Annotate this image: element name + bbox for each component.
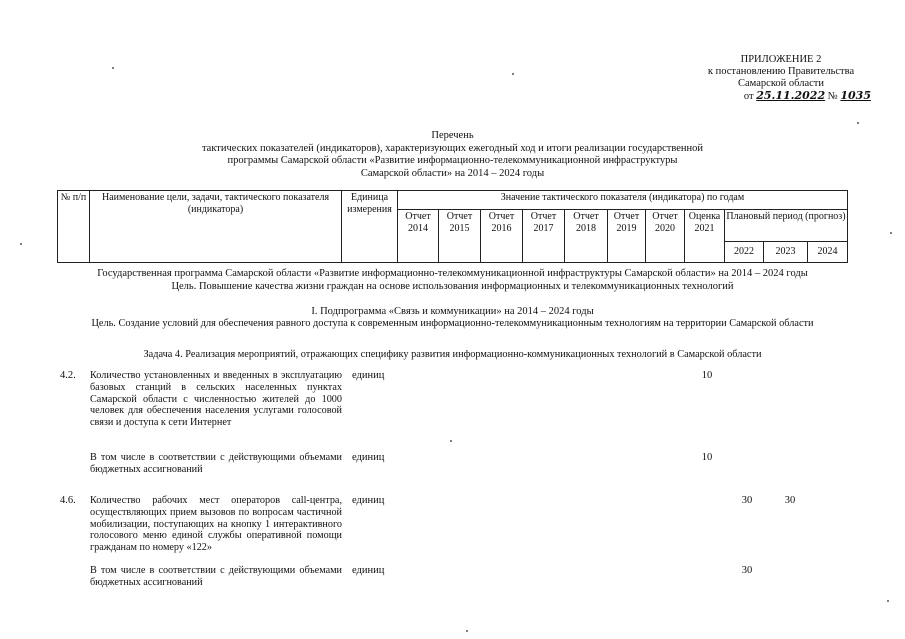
value-2022: 10: [701, 370, 713, 381]
appendix-block: [691, 54, 871, 103]
title-line-1: Перечень: [431, 130, 474, 141]
col-values-header: Значение тактического показателя (индикатора) по годам: [398, 191, 848, 210]
scan-speck: [466, 630, 468, 632]
subprogram-title: I. Подпрограмма «Связь и коммуникации» на 2014 – 2024 годы: [311, 306, 594, 317]
row-description: Количество установленных и введенных в эксплуатацию базовых станций в сельских населенных пунктах Самарской области с численностью жителей до 1000 человек для обеспечения населения услугами голосовой связи и доступа к сети Интернет: [90, 370, 342, 429]
header-table: [57, 190, 848, 263]
scan-speck: [887, 600, 889, 602]
handwritten-number: 1035: [840, 89, 871, 102]
col-num-header: № п/п: [58, 191, 90, 263]
title-line-2: тактических показателей (индикаторов), характеризующих ежегодный ход и итоги реализации государственной: [201, 142, 704, 154]
row-unit: единиц: [352, 452, 385, 463]
program-title: Государственная программа Самарской области «Развитие информационно-телекоммуникационной инфраструктуры Самарской области» на 2014 – 2024 годы: [97, 268, 808, 279]
col-unit-header: Единица измерения: [342, 191, 398, 263]
year-2016-header: Отчет 2016: [481, 210, 523, 263]
subprogram-goal: Цель. Создание условий для обеспечения равного доступа к современным информационно-телекоммуникационным технологиям на территории Самарской области: [91, 318, 814, 329]
col-name-header: Наименование цели, задачи, тактического показателя (индикатора): [90, 191, 342, 263]
number-prefix: №: [827, 91, 838, 102]
date-prefix: от: [743, 91, 754, 102]
appendix-region: Самарской области: [738, 78, 824, 89]
planned-2024-header: 2024: [808, 242, 848, 263]
scan-speck: [450, 440, 452, 442]
year-2020-header: Отчет 2020: [646, 210, 685, 263]
year-2019-header: Отчет 2019: [608, 210, 646, 263]
scan-speck: [112, 67, 114, 69]
year-2015-header: Отчет 2015: [439, 210, 481, 263]
scan-speck: [512, 73, 514, 75]
row-description: Количество рабочих мест операторов call-центра, осуществляющих прием вызовов по вопросам частичной мобилизации, поступающих на кнопку 1 интерактивного голосового меню единой службы оперативной помощи гражданам по номеру «122»: [90, 495, 342, 554]
planned-2023-header: 2023: [764, 242, 808, 263]
document-title: [0, 130, 905, 180]
row-number: 4.6.: [60, 495, 76, 506]
title-line-4: Самарской области» на 2014 – 2024 годы: [360, 167, 545, 179]
scan-speck: [20, 243, 22, 245]
row-description: В том числе в соответствии с действующими объемами бюджетных ассигнований: [90, 565, 342, 588]
row-unit: единиц: [352, 370, 385, 381]
value-2022: 10: [701, 452, 713, 463]
row-description: В том числе в соответствии с действующими объемами бюджетных ассигнований: [90, 452, 342, 475]
value-2023: 30: [741, 565, 753, 576]
planned-2022-header: 2022: [725, 242, 764, 263]
year-2021-header: Оценка 2021: [685, 210, 725, 263]
appendix-title: ПРИЛОЖЕНИЕ 2: [740, 54, 822, 65]
title-line-3: программы Самарской области «Развитие информационно-телекоммуникационной инфраструктуры: [227, 155, 678, 166]
row-number: 4.2.: [60, 370, 76, 381]
year-2014-header: Отчет 2014: [398, 210, 439, 263]
scan-speck: [890, 232, 892, 234]
scan-speck: [857, 122, 859, 124]
row-unit: единиц: [352, 495, 385, 506]
year-2018-header: Отчет 2018: [565, 210, 608, 263]
appendix-date-row: [691, 90, 871, 103]
planned-period-header: Плановый период (прогноз): [725, 210, 848, 242]
handwritten-date: 25.11.2022: [756, 89, 826, 102]
row-unit: единиц: [352, 565, 385, 576]
value-2024: 30: [784, 495, 796, 506]
task-title: Задача 4. Реализация мероприятий, отражающих специфику развития информационно-коммуникационных технологий в Самарской области: [143, 349, 762, 360]
value-2023: 30: [741, 495, 753, 506]
appendix-resolution: к постановлению Правительства: [707, 66, 855, 77]
year-2017-header: Отчет 2017: [523, 210, 565, 263]
program-goal: Цель. Повышение качества жизни граждан на основе использования информационных и телекоммуникационных технологий: [171, 281, 734, 292]
